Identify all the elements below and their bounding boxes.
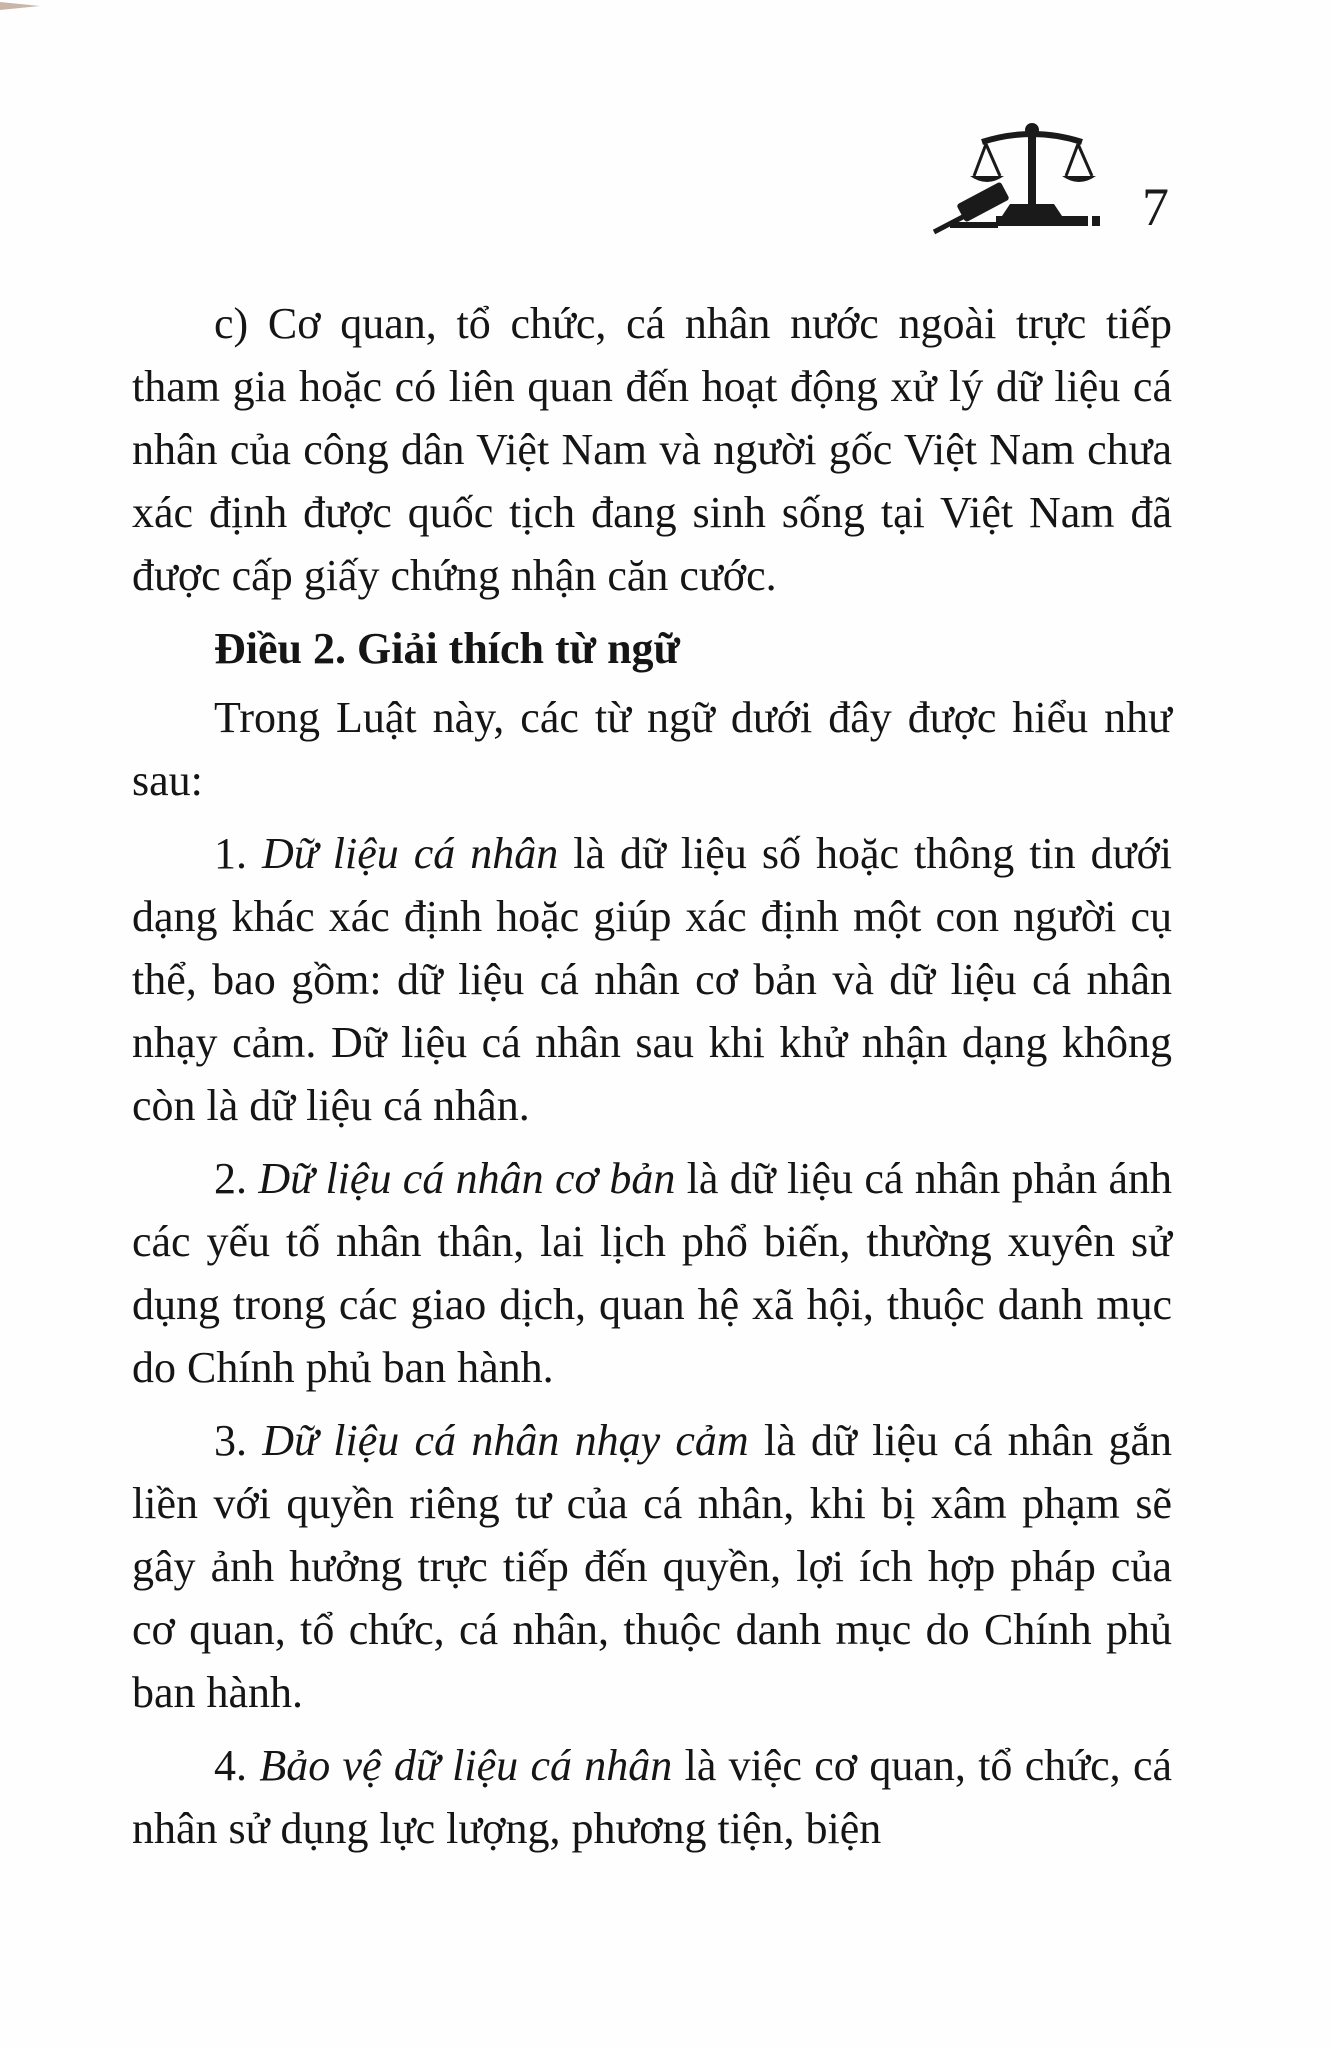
definition-text: là dữ liệu cá nhân gắn liền với quyền riêng tư của cá nhân, khi bị xâm phạm sẽ gây ảnh hưởng trực tiếp đến quyền, lợi ích hợp pháp của cơ quan, tổ chức, cá nhân, thuộc danh mục do Chính phủ ban hành.	[132, 1416, 1172, 1717]
item-number: 1.	[214, 829, 247, 878]
definition-text: là dữ liệu số hoặc thông tin dưới dạng khác xác định hoặc giúp xác định một con người cụ thể, bao gồm: dữ liệu cá nhân cơ bản và dữ liệu cá nhân nhạy cảm. Dữ liệu cá nhân sau khi khử nhận dạng không còn là dữ liệu cá nhân.	[132, 829, 1173, 1130]
page-number: 7	[1142, 177, 1169, 237]
defined-term: Bảo vệ dữ liệu cá nhân	[259, 1741, 673, 1790]
item-number: 4.	[214, 1741, 247, 1790]
body-text	[132, 292, 1172, 1860]
definition-item	[132, 1147, 1172, 1399]
article-heading: Điều 2. Giải thích từ ngữ	[214, 624, 680, 673]
definition-item	[132, 822, 1172, 1137]
definition-text: là việc cơ quan, tổ chức, cá nhân sử dụng lực lượng, phương tiện, biện	[132, 1741, 1173, 1853]
item-number: 3.	[214, 1416, 247, 1465]
corner-scan-mark	[0, 0, 48, 14]
clause-c-paragraph: c) Cơ quan, tổ chức, cá nhân nước ngoài trực tiếp tham gia hoặc có liên quan đến hoạt động xử lý dữ liệu cá nhân của công dân Việt Nam và người gốc Việt Nam chưa xác định được quốc tịch đang sinh sống tại Việt Nam đã được cấp giấy chứng nhận căn cước.	[132, 299, 1172, 600]
definition-item	[132, 1734, 1172, 1860]
scales-and-gavel-icon	[930, 118, 1140, 238]
defined-term: Dữ liệu cá nhân cơ bản	[258, 1154, 676, 1203]
definition-text: là dữ liệu cá nhân phản ánh các yếu tố nhân thân, lai lịch phổ biến, thường xuyên sử dụng trong các giao dịch, quan hệ xã hội, thuộc danh mục do Chính phủ ban hành.	[132, 1154, 1172, 1392]
item-number: 2.	[214, 1154, 247, 1203]
defined-term: Dữ liệu cá nhân nhạy cảm	[262, 1416, 749, 1465]
article-intro: Trong Luật này, các từ ngữ dưới đây được hiểu như sau:	[132, 693, 1172, 805]
definition-item	[132, 1409, 1172, 1724]
defined-term: Dữ liệu cá nhân	[262, 829, 559, 878]
